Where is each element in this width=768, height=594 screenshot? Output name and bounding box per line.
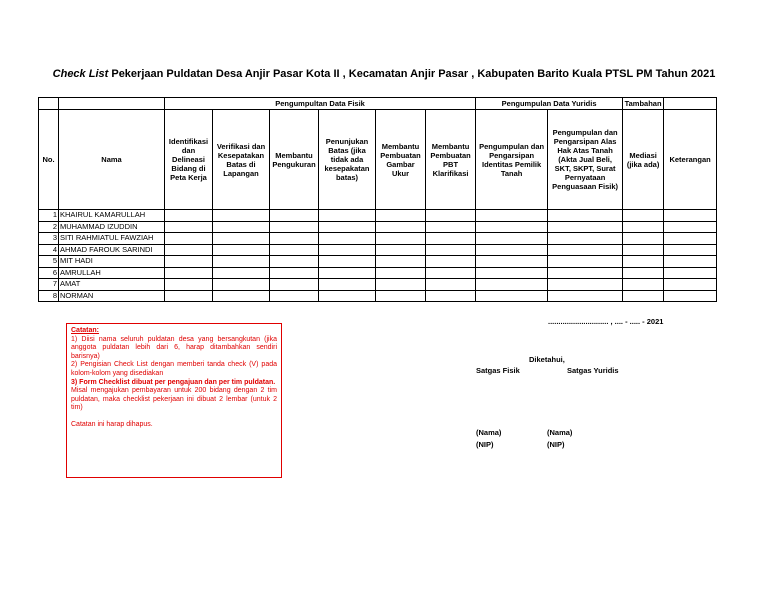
- checklist-cell[interactable]: [213, 279, 270, 291]
- row-no: 2: [39, 221, 59, 233]
- checklist-cell[interactable]: [165, 279, 213, 291]
- checklist-cell[interactable]: [623, 233, 664, 245]
- checklist-cell[interactable]: [548, 210, 623, 222]
- group-header-yuridis: Pengumpulan Data Yuridis: [476, 98, 623, 110]
- col-header-nama: Nama: [59, 110, 165, 210]
- keterangan-cell[interactable]: [664, 221, 717, 233]
- checklist-cell[interactable]: [548, 244, 623, 256]
- row-nama: SITI RAHMIATUL FAWZIAH: [59, 233, 165, 245]
- checklist-cell[interactable]: [376, 210, 426, 222]
- checklist-cell[interactable]: [319, 233, 376, 245]
- col-header-pengumpulan-identitas: Pengumpulan dan Pengarsipan Identitas Pemilik Tanah: [476, 110, 548, 210]
- checklist-cell[interactable]: [476, 267, 548, 279]
- checklist-cell[interactable]: [319, 279, 376, 291]
- checklist-cell[interactable]: [426, 279, 476, 291]
- checklist-cell[interactable]: [319, 210, 376, 222]
- table-row: [39, 244, 717, 256]
- keterangan-cell[interactable]: [664, 233, 717, 245]
- empty-header-cell: [39, 98, 59, 110]
- checklist-cell[interactable]: [165, 290, 213, 302]
- row-nama: NORMAN: [59, 290, 165, 302]
- checklist-cell[interactable]: [270, 233, 319, 245]
- checklist-cell[interactable]: [623, 256, 664, 268]
- col-header-penunjukan: Penunjukan Batas (jika tidak ada kesepakatan batas): [319, 110, 376, 210]
- checklist-cell[interactable]: [623, 279, 664, 291]
- checklist-cell[interactable]: [319, 221, 376, 233]
- checklist-cell[interactable]: [476, 244, 548, 256]
- title-italic: Check List: [52, 68, 109, 80]
- table-row: [39, 256, 717, 268]
- checklist-cell[interactable]: [426, 290, 476, 302]
- checklist-cell[interactable]: [165, 233, 213, 245]
- checklist-cell[interactable]: [319, 290, 376, 302]
- col-header-keterangan: Keterangan: [664, 110, 717, 210]
- nama-left: (Nama): [476, 428, 502, 437]
- checklist-cell[interactable]: [213, 267, 270, 279]
- checklist-cell[interactable]: [476, 279, 548, 291]
- nip-right: (NIP): [547, 440, 565, 449]
- checklist-cell[interactable]: [213, 233, 270, 245]
- checklist-cell[interactable]: [426, 233, 476, 245]
- keterangan-cell[interactable]: [664, 256, 717, 268]
- keterangan-cell[interactable]: [664, 210, 717, 222]
- table-row: [39, 210, 717, 222]
- checklist-cell[interactable]: [319, 244, 376, 256]
- col-header-verifikasi: Verifikasi dan Kesepatakan Batas di Lapangan: [213, 110, 270, 210]
- checklist-cell[interactable]: [476, 256, 548, 268]
- empty-header-cell: [59, 98, 165, 110]
- col-header-gambar-ukur: Membantu Pembuatan Gambar Ukur: [376, 110, 426, 210]
- row-nama: AHMAD FAROUK SARINDI: [59, 244, 165, 256]
- checklist-cell[interactable]: [426, 256, 476, 268]
- checklist-cell[interactable]: [165, 267, 213, 279]
- checklist-cell[interactable]: [623, 210, 664, 222]
- checklist-cell[interactable]: [270, 244, 319, 256]
- row-no: 7: [39, 279, 59, 291]
- page-title: [0, 68, 768, 80]
- note-line-3: 3) Form Checklist dibuat per pengajuan dan per tim puldatan.: [71, 378, 276, 386]
- note-line-1: 1) Diisi nama seluruh puldatan desa yang bersangkutan (jika anggota puldatan lebih dari 6, harap ditambahkan sendiri barisnya): [71, 335, 277, 360]
- satgas-yuridis-label: Satgas Yuridis: [567, 366, 619, 375]
- checklist-cell[interactable]: [426, 210, 476, 222]
- checklist-cell[interactable]: [623, 221, 664, 233]
- note-line-2: 2) Pengisian Check List dengan memberi tanda check (V) pada kolom-kolom yang disediakan: [71, 361, 277, 377]
- table-row: [39, 267, 717, 279]
- col-header-no: No.: [39, 110, 59, 210]
- checklist-cell[interactable]: [270, 267, 319, 279]
- group-header-tambahan: Tambahan: [623, 98, 664, 110]
- row-no: 8: [39, 290, 59, 302]
- keterangan-cell[interactable]: [664, 290, 717, 302]
- checklist-cell[interactable]: [426, 267, 476, 279]
- row-no: 1: [39, 210, 59, 222]
- satgas-fisik-label: Satgas Fisik: [476, 366, 520, 375]
- col-header-pengukuran: Membantu Pengukuran: [270, 110, 319, 210]
- row-nama: AMAT: [59, 279, 165, 291]
- nama-right: (Nama): [547, 428, 573, 437]
- checklist-cell[interactable]: [376, 256, 426, 268]
- row-nama: MIT HADI: [59, 256, 165, 268]
- checklist-cell[interactable]: [165, 256, 213, 268]
- group-header-fisik: Pengumpultan Data Fisik: [165, 98, 476, 110]
- checklist-cell[interactable]: [548, 256, 623, 268]
- date-line: ............................. , .... - ..... - 2021: [548, 317, 664, 326]
- table-row: [39, 221, 717, 233]
- keterangan-cell[interactable]: [664, 279, 717, 291]
- checklist-cell[interactable]: [270, 210, 319, 222]
- checklist-cell[interactable]: [476, 221, 548, 233]
- note-box: [66, 323, 282, 478]
- checklist-cell[interactable]: [213, 256, 270, 268]
- checklist-cell[interactable]: [548, 267, 623, 279]
- checklist-cell[interactable]: [426, 221, 476, 233]
- checklist-cell[interactable]: [270, 279, 319, 291]
- checklist-cell[interactable]: [376, 290, 426, 302]
- table-row: [39, 290, 717, 302]
- note-line-4: Misal mengajukan pembayaran untuk 200 bidang dengan 2 tim puldatan, maka checklist pekerjaan ini dibuat 2 lembar (untuk 2 tim): [71, 387, 277, 412]
- checklist-cell[interactable]: [270, 290, 319, 302]
- checklist-cell[interactable]: [376, 221, 426, 233]
- checklist-cell[interactable]: [426, 244, 476, 256]
- checklist-cell[interactable]: [165, 210, 213, 222]
- table-row: [39, 233, 717, 245]
- checklist-cell[interactable]: [213, 221, 270, 233]
- checklist-cell[interactable]: [623, 290, 664, 302]
- checklist-cell[interactable]: [623, 244, 664, 256]
- keterangan-cell[interactable]: [664, 267, 717, 279]
- checklist-cell[interactable]: [476, 210, 548, 222]
- checklist-cell[interactable]: [270, 221, 319, 233]
- table-row: [39, 279, 717, 291]
- checklist-cell[interactable]: [213, 290, 270, 302]
- diketahui-label: Diketahui,: [529, 355, 565, 364]
- col-header-identifikasi: Identifikasi dan Delineasi Bidang di Peta Kerja: [165, 110, 213, 210]
- checklist-cell[interactable]: [270, 256, 319, 268]
- checklist-cell[interactable]: [548, 221, 623, 233]
- row-nama: KHAIRUL KAMARULLAH: [59, 210, 165, 222]
- col-header-alas-hak: Pengumpulan dan Pengarsipan Alas Hak Atas Tanah (Akta Jual Beli, SKT, SKPT, Surat Pernyataan Penguasaan Fisik): [548, 110, 623, 210]
- checklist-cell[interactable]: [213, 244, 270, 256]
- checklist-cell[interactable]: [376, 233, 426, 245]
- row-no: 5: [39, 256, 59, 268]
- row-no: 3: [39, 233, 59, 245]
- checklist-table: [38, 97, 717, 302]
- checklist-cell[interactable]: [165, 244, 213, 256]
- checklist-cell[interactable]: [376, 244, 426, 256]
- row-nama: MUHAMMAD IZUDDIN: [59, 221, 165, 233]
- row-nama: AMRULLAH: [59, 267, 165, 279]
- note-heading: Catatan:: [71, 327, 100, 334]
- checklist-cell[interactable]: [476, 290, 548, 302]
- checklist-cell[interactable]: [376, 279, 426, 291]
- col-header-pbt: Membantu Pembuatan PBT Klarifikasi: [426, 110, 476, 210]
- checklist-cell[interactable]: [548, 290, 623, 302]
- row-no: 4: [39, 244, 59, 256]
- note-line-5: Catatan ini harap dihapus.: [71, 420, 153, 428]
- keterangan-cell[interactable]: [664, 244, 717, 256]
- checklist-cell[interactable]: [376, 267, 426, 279]
- empty-header-cell: [664, 98, 717, 110]
- title-rest: Pekerjaan Puldatan Desa Anjir Pasar Kota II , Kecamatan Anjir Pasar , Kabupaten Barito Kuala PTSL PM Tahun 2021: [108, 68, 716, 80]
- checklist-cell[interactable]: [623, 267, 664, 279]
- col-header-mediasi: Mediasi (jika ada): [623, 110, 664, 210]
- checklist-cell[interactable]: [548, 279, 623, 291]
- checklist-cell[interactable]: [476, 233, 548, 245]
- row-no: 6: [39, 267, 59, 279]
- checklist-cell[interactable]: [213, 210, 270, 222]
- checklist-cell[interactable]: [319, 256, 376, 268]
- checklist-cell[interactable]: [319, 267, 376, 279]
- checklist-cell[interactable]: [165, 221, 213, 233]
- nip-left: (NIP): [476, 440, 494, 449]
- checklist-cell[interactable]: [548, 233, 623, 245]
